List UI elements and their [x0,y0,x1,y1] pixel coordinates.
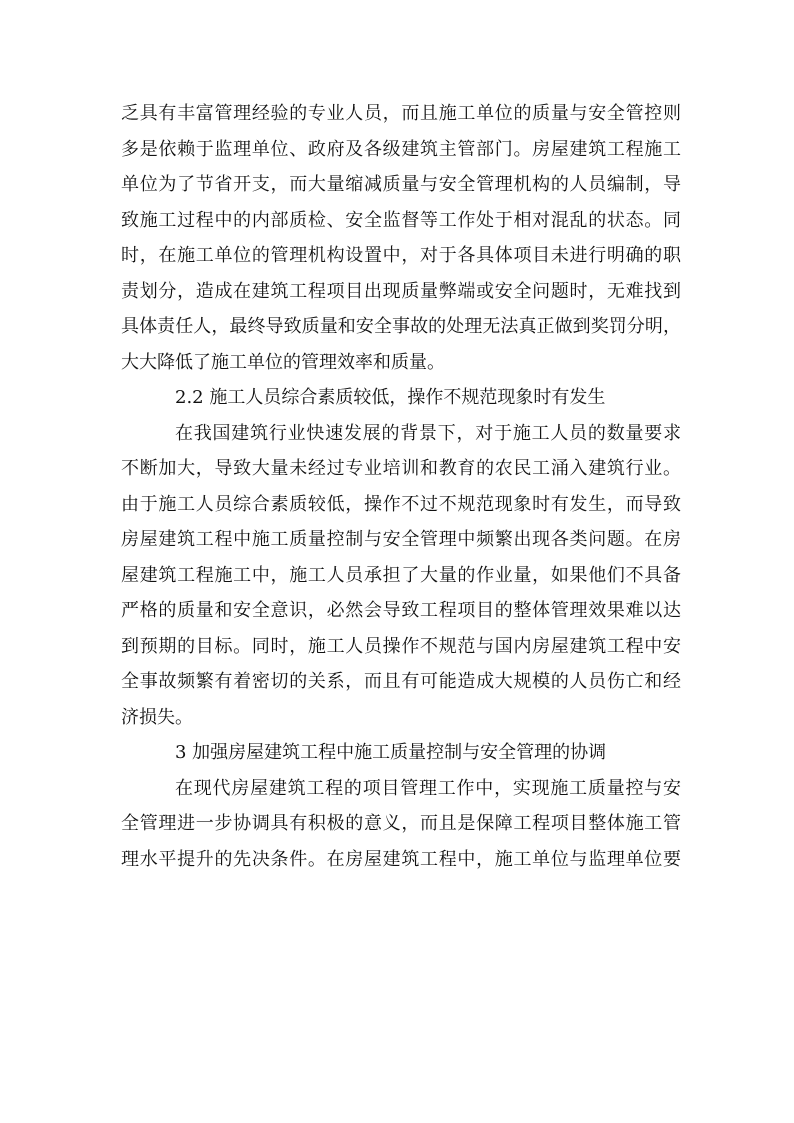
text-line: 屋建筑工程施工中，施工人员承担了大量的作业量，如果他们不具备 [121,564,681,586]
text-line: 全事故频繁有着密切的关系，而且有可能造成大规模的人员伤亡和经 [121,671,681,692]
text-line: 时，在施工单位的管理机构设置中，对于各具体项目未进行明确的职 [121,245,681,266]
text-line: 全管理进一步协调具有积极的意义，而且是保障工程项目整体施工管 [121,813,681,834]
text-line: 具体责任人，最终导致质量和安全事故的处理无法真正做到奖罚分明， [121,316,681,337]
text-line: 房屋建筑工程中施工质量控制与安全管理中频繁出现各类问题。在房 [121,529,681,550]
text-line: 乏具有丰富管理经验的专业人员，而且施工单位的质量与安全管控则 [121,103,681,124]
text-line: 到预期的目标。同时，施工人员操作不规范与国内房屋建筑工程中安 [121,635,681,657]
text-line: 理水平提升的先决条件。在房屋建筑工程中，施工单位与监理单位要 [121,848,681,870]
paragraph-management-structure [121,96,681,380]
text-line: 在我国建筑行业快速发展的背景下，对于施工人员的数量要求 [175,422,681,444]
text-line: 济损失。 [121,706,193,728]
text-line: 大大降低了施工单位的管理效率和质量。 [121,351,445,373]
section-heading-3: 3 加强房屋建筑工程中施工质量控制与安全管理的协调 [175,742,607,763]
text-line: 由于施工人员综合素质较低，操作不过不规范现象时有发生，而导致 [121,493,681,515]
text-line: 严格的质量和安全意识，必然会导致工程项目的整体管理效果难以达 [121,600,681,621]
text-line: 致施工过程中的内部质检、安全监督等工作处于相对混乱的状态。同 [121,209,681,231]
text-line: 单位为了节省开支，而大量缩减质量与安全管理机构的人员编制，导 [121,174,681,195]
paragraph-coordination [121,771,681,878]
text-line: 责划分，造成在建筑工程项目出现质量弊端或安全问题时，无难找到 [121,280,681,302]
section-heading-2-2: 2.2 施工人员综合素质较低，操作不规范现象时有发生 [175,387,606,408]
text-line: 不断加大，导致大量未经过专业培训和教育的农民工涌入建筑行业。 [121,458,681,479]
text-line: 在现代房屋建筑工程的项目管理工作中，实现施工质量控与安 [175,777,681,799]
paragraph-worker-quality [121,416,681,736]
text-line: 多是依赖于监理单位、政府及各级建筑主管部门。房屋建筑工程施工 [121,138,681,160]
document-body [121,96,681,877]
